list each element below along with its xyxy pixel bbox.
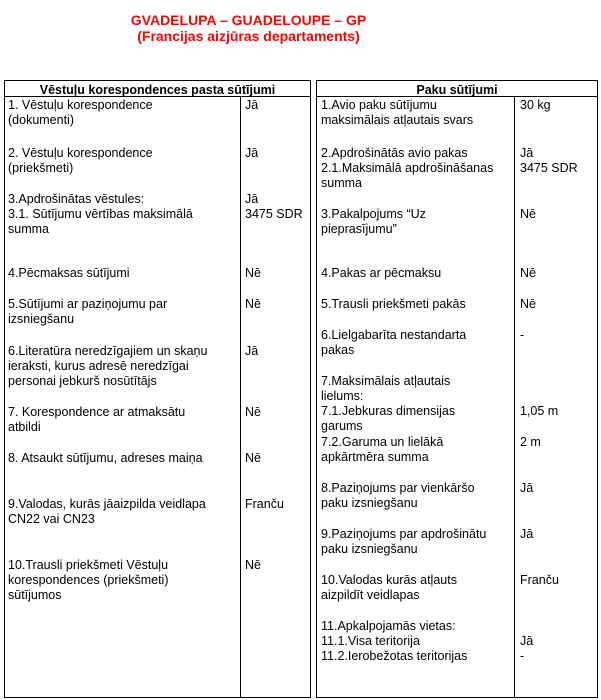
letter-row-label: 1. Vēstuļu korespondence (dokumenti): [8, 98, 153, 127]
parcel-row-label: 4.Pakas ar pēcmaksu: [321, 266, 442, 280]
letter-row-label: 4.Pēcmaksas sūtījumi: [8, 266, 130, 280]
table-border-bottom-left: [4, 697, 310, 698]
table-border-top-left: [4, 80, 310, 81]
document-title: GVADELUPA – GUADELOUPE – GP: [130, 12, 367, 28]
parcel-row-value: Jā -: [520, 634, 534, 663]
letter-row-value: Jā: [245, 146, 259, 160]
parcel-row-label: 10.Valodas kurās atļauts aizpildīt veidlapas: [321, 573, 457, 602]
parcel-row-label: 1.Avio paku sūtījumu maksimālais atļautais svars: [321, 98, 474, 127]
right-column-divider: [514, 96, 515, 698]
parcel-row-value: 30 kg: [520, 98, 551, 112]
parcel-row-value: -: [520, 328, 525, 342]
table-border-bottom-right: [316, 697, 597, 698]
left-column-divider: [240, 96, 241, 698]
letter-row-label: 6.Literatūra neredzīgajiem un skaņu ieraksti, kurus adresē neredzīgai personai jebkurš nosūtītājs: [8, 344, 208, 388]
letter-row-label: 9.Valodas, kurās jāaizpilda veidlapa CN22 vai CN23: [8, 497, 206, 526]
parcel-row-label: 5.Trausli priekšmeti pakās: [321, 297, 466, 311]
parcel-row-value: Nē: [520, 207, 536, 221]
parcel-row-value: Nē: [520, 266, 536, 280]
letter-row-value: Nē: [245, 405, 261, 419]
parcel-row-label: 6.Lielgabarīta nestandarta pakas: [321, 328, 467, 357]
letter-row-value: Franču: [245, 497, 284, 511]
parcel-row-label: 9.Paziņojums par apdrošinātu paku izsniegšanu: [321, 527, 487, 556]
parcel-row-value: 1,05 m: [520, 404, 559, 418]
parcel-row-label: 7.2.Garuma un lielākā apkārtmēra summa: [321, 435, 444, 464]
letter-row-label: 2. Vēstuļu korespondence (priekšmeti): [8, 146, 153, 175]
table-border-left: [4, 80, 5, 698]
letter-row-value: Nē: [245, 297, 261, 311]
letter-row-label: 7. Korespondence ar atmaksātu atbildi: [8, 405, 186, 434]
parcel-row-value: Nē: [520, 297, 536, 311]
letter-row-value: Jā: [245, 98, 259, 112]
parcel-row-value: Jā: [520, 527, 534, 541]
letter-row-value: Jā 3475 SDR: [245, 192, 303, 221]
document-subtitle: (Francijas aizjūras departaments): [137, 28, 360, 44]
parcel-row-value: Franču: [520, 573, 559, 587]
parcel-row-label: 7.Maksimālais atļautais lielums: 7.1.Jebkuras dimensijas garums: [321, 374, 456, 433]
parcel-row-label: 2.Apdrošinātās avio pakas 2.1.Maksimālā apdrošināšanas summa: [321, 146, 494, 190]
parcel-row-label: 3.Pakalpojums “Uz pieprasījumu”: [321, 207, 426, 236]
letter-row-value: Nē: [245, 558, 261, 572]
letter-row-label: 3.Apdrošinātas vēstules: 3.1. Sūtījumu vērtības maksimālā summa: [8, 192, 193, 236]
parcel-row-value: 2 m: [520, 435, 541, 449]
table-border-right: [597, 80, 598, 698]
parcel-row-label: 11.Apkalpojamās vietas: 11.1.Visa teritorija 11.2.Ierobežotas teritorijas: [321, 619, 468, 663]
table-border-top-right: [316, 80, 597, 81]
right-column-header: Paku sūtījumi: [416, 83, 498, 97]
letter-row-value: Nē: [245, 266, 261, 280]
parcel-row-value: Jā: [520, 481, 534, 495]
letter-row-label: 10.Trausli priekšmeti Vēstuļu korespondences (priekšmeti) sūtījumos: [8, 558, 169, 602]
letter-row-label: 8. Atsaukt sūtījumu, adreses maiņa: [8, 451, 203, 465]
parcel-row-value: Jā 3475 SDR: [520, 146, 578, 175]
left-column-header: Vēstuļu korespondences pasta sūtījumi: [39, 83, 276, 97]
letter-row-label: 5.Sūtījumi ar paziņojumu par izsniegšanu: [8, 297, 168, 326]
left-table-border-right: [310, 80, 311, 698]
right-table-border-left: [316, 80, 317, 698]
letter-row-value: Jā: [245, 344, 259, 358]
letter-row-value: Nē: [245, 451, 261, 465]
parcel-row-label: 8.Paziņojums par vienkāršo paku izsniegšanu: [321, 481, 475, 510]
